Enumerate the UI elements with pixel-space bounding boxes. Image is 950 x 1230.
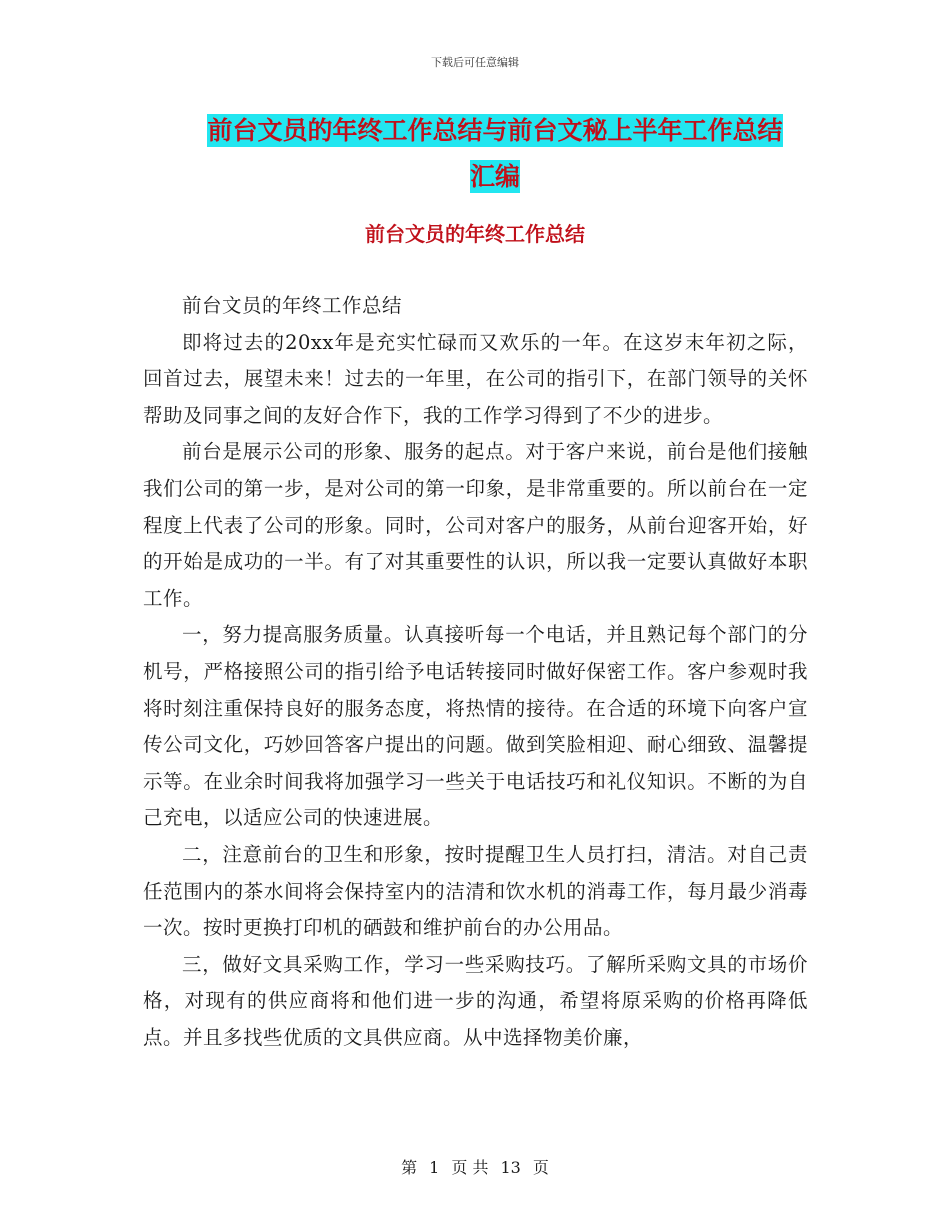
page-footer — [0, 1155, 950, 1178]
document-title — [150, 108, 840, 200]
footer-suffix: 页 — [532, 1158, 549, 1177]
document-body — [143, 288, 808, 1056]
paragraph: 即将过去的20xx年是充实忙碌而又欢乐的一年。在这岁末年初之际，回首过去，展望未来！过去的一年里，在公司的指引下，在部门领导的关怀帮助及同事之间的友好合作下，我的工作学习得到了不少的进步。 — [143, 330, 808, 427]
title-line-1: 前台文员的年终工作总结与前台文秘上半年工作总结 — [207, 116, 783, 145]
paragraph: 前台是展示公司的形象、服务的起点。对于客户来说，前台是他们接触我们公司的第一步，是对公司的第一印象，是非常重要的。所以前台在一定程度上代表了公司的形象。同时，公司对客户的服务，从前台迎客开始，好的开始是成功的一半。有了对其重要性的认识，所以我一定要认真做好本职工作。 — [143, 440, 808, 610]
total-pages: 13 — [500, 1158, 521, 1177]
paragraph: 三，做好文具采购工作，学习一些采购技巧。了解所采购文具的市场价格，对现有的供应商将和他们进一步的沟通，希望将原采购的价格再降低点。并且多找些优质的文具供应商。从中选择物美价廉， — [143, 952, 808, 1049]
page-number: 1 — [429, 1158, 440, 1177]
footer-prefix: 第 — [401, 1158, 418, 1177]
section-title: 前台文员的年终工作总结 — [365, 222, 585, 246]
paragraph: 前台文员的年终工作总结 — [182, 294, 403, 317]
footer-middle: 页 共 — [451, 1158, 489, 1177]
header-note: 下载后可任意编辑 — [431, 56, 519, 69]
paragraph: 一，努力提高服务质量。认真接听每一个电话，并且熟记每个部门的分机号，严格接照公司的指引给予电话转接同时做好保密工作。客户参观时我将时刻注重保持良好的服务态度，将热情的接待。在合适的环境下向客户宣传公司文化，巧妙回答客户提出的问题。做到笑脸相迎、耐心细致、温馨提示等。在业余时间我将加强学习一些关于电话技巧和礼仪知识。不断的为自己充电，以适应公司的快速进展。 — [143, 623, 808, 830]
paragraph: 二，注意前台的卫生和形象，按时提醒卫生人员打扫，清洁。对自己责任范围内的茶水间将会保持室内的洁清和饮水机的消毒工作，每月最少消毒一次。按时更换打印机的硒鼓和维护前台的办公用品。 — [143, 842, 808, 940]
title-line-2: 汇编 — [469, 162, 520, 191]
